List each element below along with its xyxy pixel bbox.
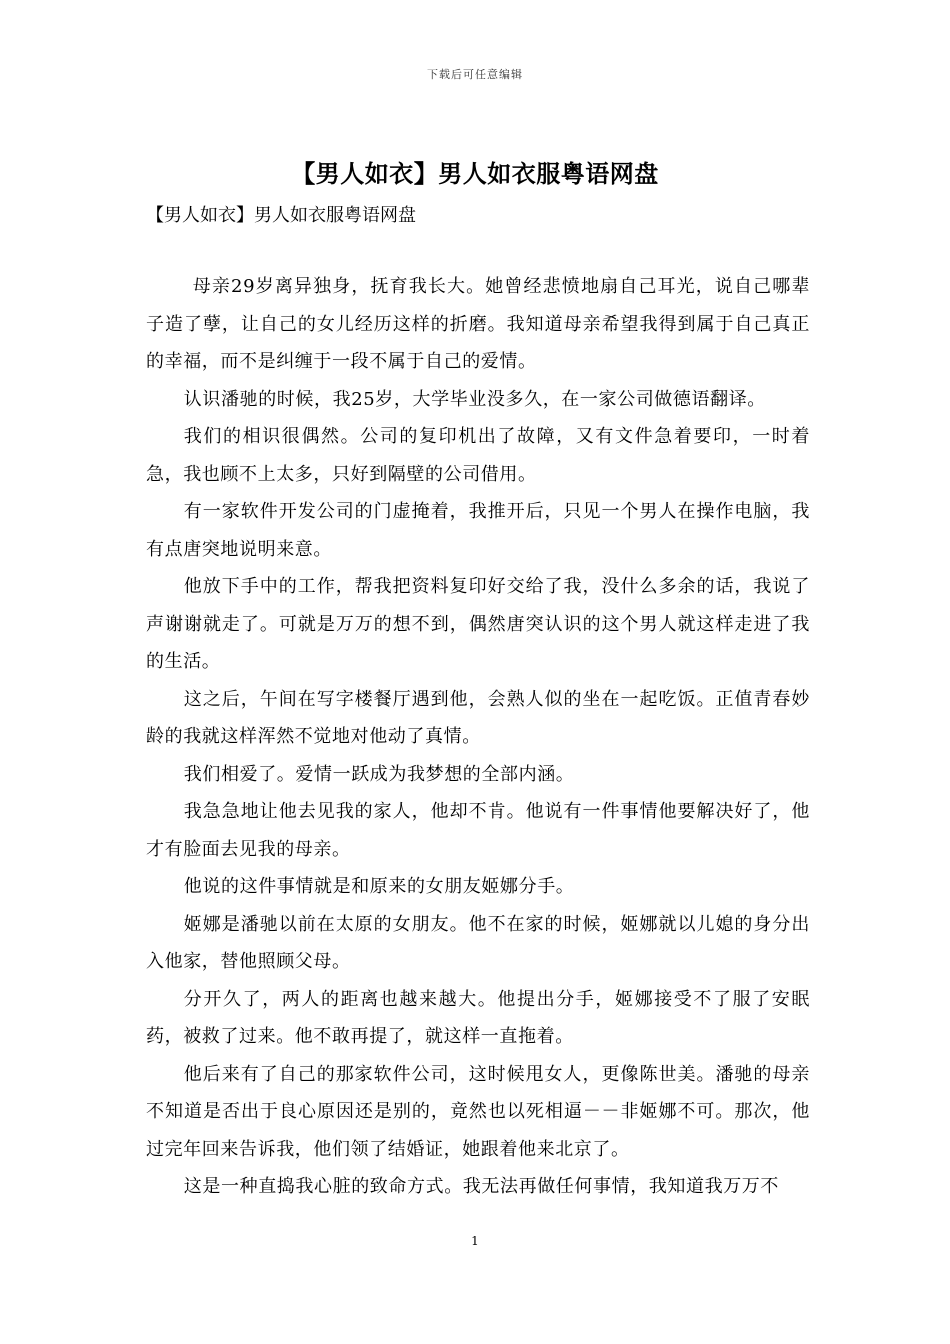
body-paragraph: 姬娜是潘驰以前在太原的女朋友。他不在家的时候，姬娜就以儿媳的身分出入他家，替他照顾父母。 (146, 913, 810, 972)
body-paragraph: 他说的这件事情就是和原来的女朋友姬娜分手。 (183, 876, 575, 897)
body-paragraph: 这是一种直捣我心脏的致命方式。我无法再做任何事情，我知道我万万不 (183, 1176, 779, 1197)
page-number: 1 (471, 1234, 479, 1248)
body-paragraph: 有一家软件开发公司的门虚掩着，我推开后，只见一个男人在操作电脑，我有点唐突地说明来意。 (146, 501, 810, 560)
body-paragraph: 我们相爱了。爱情一跃成为我梦想的全部内涵。 (183, 763, 575, 785)
body-paragraph: 我急急地让他去见我的家人，他却不肯。他说有一件事情他要解决好了，他才有脸面去见我的母亲。 (146, 801, 810, 860)
document-title: 【男人如衣】男人如衣服粤语网盘 (291, 159, 659, 188)
body-paragraph: 我们的相识很偶然。公司的复印机出了故障，又有文件急着要印，一时着急，我也顾不上太多，只好到隔壁的公司借用。 (146, 426, 810, 485)
body-paragraph: 这之后，午间在写字楼餐厅遇到他，会熟人似的坐在一起吃饭。正值青春妙龄的我就这样浑然不觉地对他动了真情。 (146, 688, 810, 747)
body-paragraph: 他放下手中的工作，帮我把资料复印好交给了我，没什么多余的话，我说了声谢谢就走了。可就是万万的想不到，偶然唐突认识的这个男人就这样走进了我的生活。 (146, 576, 810, 672)
document-body (146, 268, 810, 1206)
document-subtitle: 【男人如衣】男人如衣服粤语网盘 (146, 205, 416, 226)
body-paragraph: 分开久了，两人的距离也越来越大。他提出分手，姬娜接受不了服了安眠药，被救了过来。他不敢再提了，就这样一直拖着。 (146, 988, 810, 1047)
body-paragraph: 他后来有了自己的那家软件公司，这时候甩女人，更像陈世美。潘驰的母亲不知道是否出于良心原因还是别的，竟然也以死相逼－－非姬娜不可。那次，他过完年回来告诉我，他们领了结婚证，她跟着他来北京了。 (146, 1063, 810, 1160)
body-paragraph: 母亲29岁离异独身，抚育我长大。她曾经悲愤地扇自己耳光，说自己哪辈子造了孽，让自己的女儿经历这样的折磨。我知道母亲希望我得到属于自己真正的幸福，而不是纠缠于一段不属于自己的爱情。 (146, 276, 810, 372)
page-header: 下载后可任意编辑 (427, 68, 523, 81)
body-paragraph: 认识潘驰的时候，我25岁，大学毕业没多久，在一家公司做德语翻译。 (183, 388, 766, 410)
